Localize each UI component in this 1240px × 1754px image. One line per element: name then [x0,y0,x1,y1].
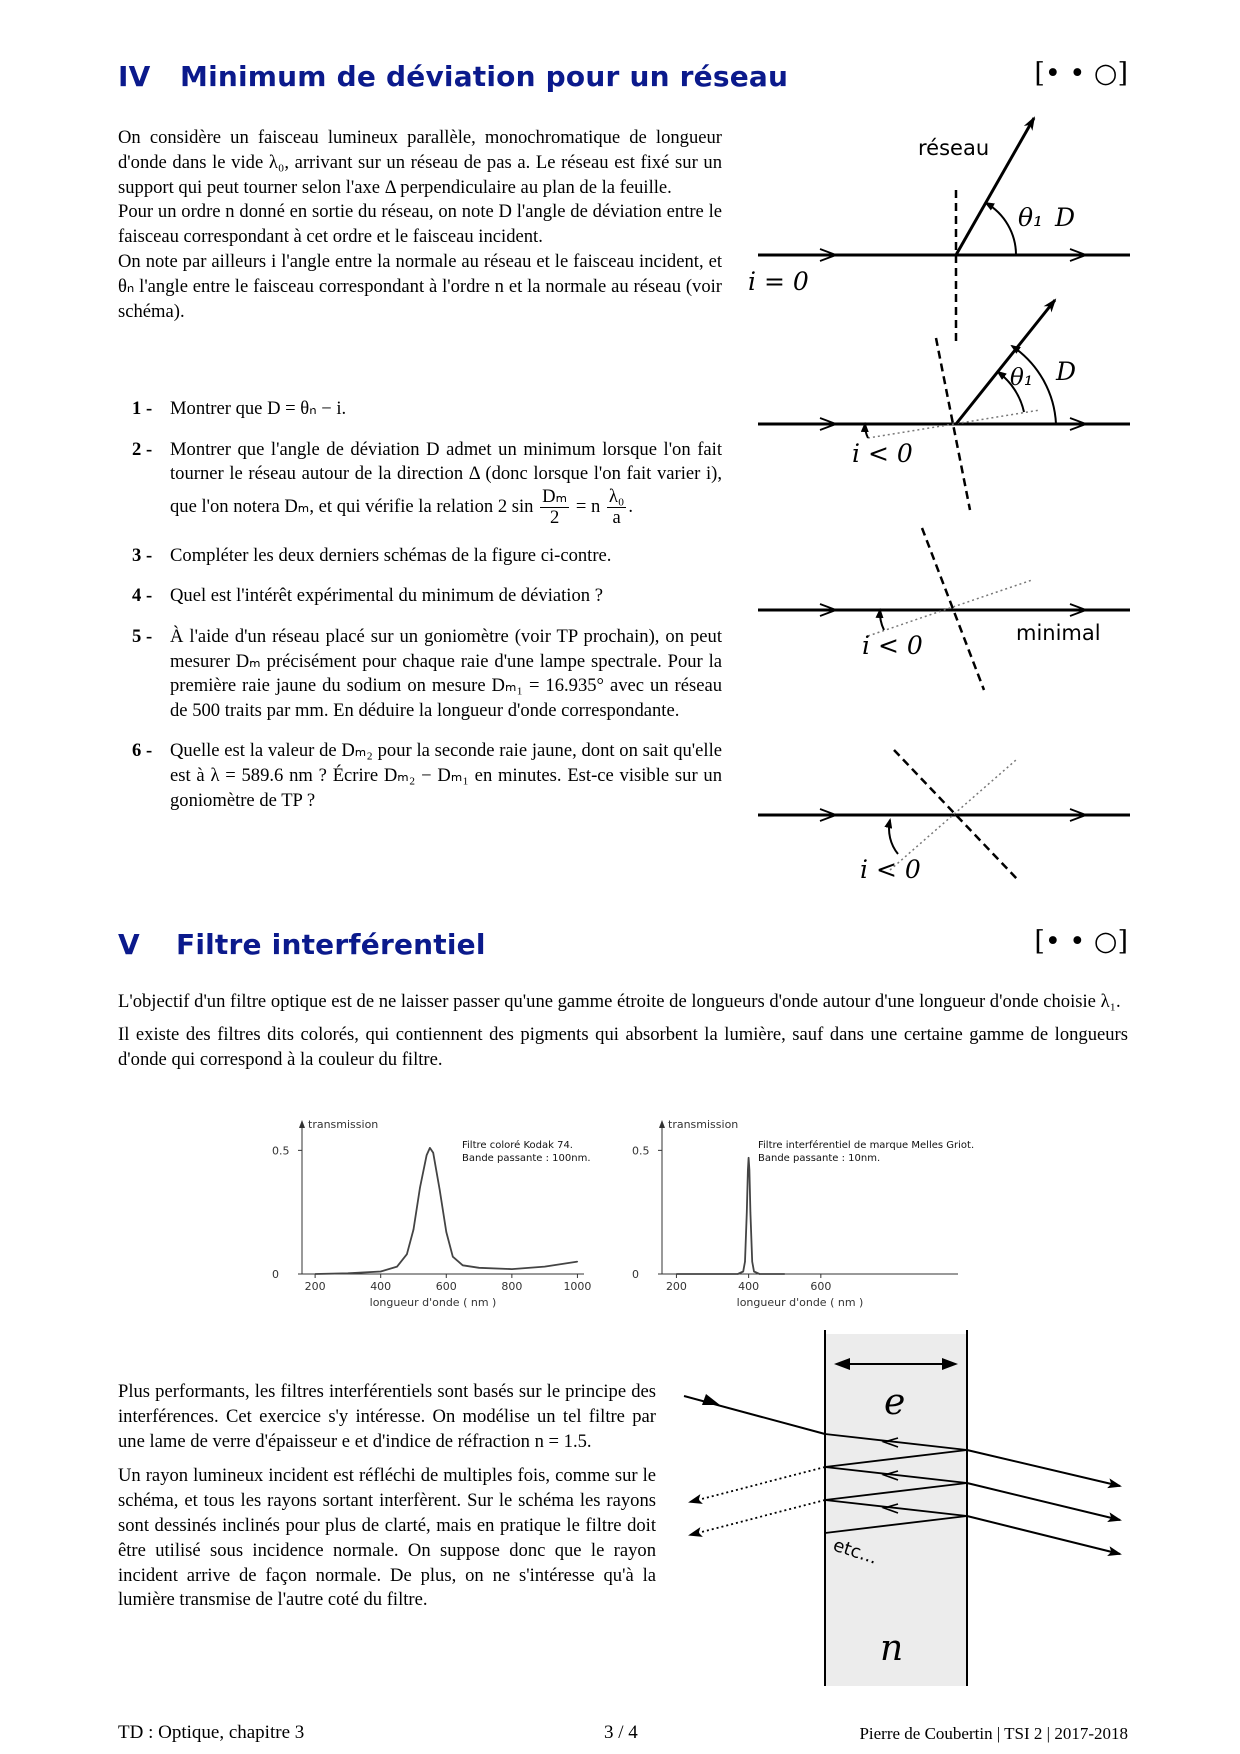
section-v-heading [118,928,486,961]
x-tick-label: 200 [665,1280,687,1293]
x-tick-label: 200 [304,1280,326,1293]
transmitted-ray [967,1450,1120,1486]
denominator: a [612,506,621,528]
question-text: Montrer que l'angle de déviation D admet un minimum lorsque l'on fait tourner le réseau autour de la direction Δ (donc lorsque l'on fait varier i), que l'on notera Dₘ, et qui vérifie la relation [170,438,722,517]
transmitted-ray [967,1516,1120,1554]
data-point [744,1261,745,1262]
x-tick-label: 1000 [563,1280,592,1293]
chart-title: Filtre coloré Kodak 74. [462,1140,573,1151]
incidence-label: i < 0 [860,855,921,884]
data-point [446,1231,447,1232]
data-point [784,1273,785,1274]
body-paragraph: Plus performants, les filtres interférentiels sont basés sur le principe des interférences. Cet exercice s'y intéresse. On modélise un tel filtre par une lame de verre d'épaisseur e et d'indice de réfraction n = 1.5. [118,1381,656,1452]
data-point [511,1268,512,1269]
incidence-angle-arc [880,610,884,630]
data-point [315,1273,316,1274]
reflected-ray [690,1500,825,1535]
chart-title: Filtre interférentiel de marque Melles Griot. [758,1140,975,1151]
incidence-label: i < 0 [862,631,923,660]
grating-label: réseau [918,136,990,160]
theta1-label: θ₁ [1010,365,1034,391]
section-number: IV [118,60,151,93]
section-number: V [118,928,140,961]
x-tick-label: 400 [738,1280,760,1293]
data-point [747,1170,748,1171]
data-point [750,1212,751,1213]
chart-subtitle: Bande passante : 10nm. [758,1153,881,1164]
question-item [132,438,722,528]
data-point [452,1256,453,1257]
footer-left: TD : Optique, chapitre 3 [118,1722,305,1743]
chart-plot-area [632,1118,974,1309]
series-line [676,1158,784,1274]
data-point [478,1267,479,1268]
y-tick-label: 0 [272,1268,279,1281]
section-v-body [118,1380,656,1613]
data-point [426,1155,427,1156]
question-item [132,625,722,723]
data-point [749,1170,750,1171]
footer-right: Pierre de Coubertin | TSI 2 | 2017-2018 [859,1724,1128,1743]
y-axis-label: transmission [308,1118,379,1131]
section-v-intro [118,990,1128,1072]
y-axis-arrow [299,1120,305,1128]
data-point [380,1271,381,1272]
formula-mid: = n [575,495,601,517]
chart-subtitle: Bande passante : 100nm. [462,1153,591,1164]
data-point [439,1189,440,1190]
fraction [540,487,569,528]
data-point [433,1152,434,1153]
thickness-label: e [884,1382,906,1423]
question-text: Quel est l'intérêt expérimental du minimum de déviation ? [170,585,603,607]
x-axis-label: longueur d'onde ( nm ) [736,1296,864,1309]
data-point [406,1254,407,1255]
y-axis-label: transmission [668,1118,739,1131]
panel-large-incidence [758,750,1130,884]
diffracted-beam [956,300,1055,424]
data-point [759,1273,760,1274]
question-number: 3 - [132,544,153,566]
question-text: Quelle est la valeur de Dₘ₂ pour la seconde raie jaune, dont on sait qu'elle est à λ = 589.6 nm ? Écrire Dₘ₂ − Dₘ₁ en minutes. Est-ce visible sur un goniomètre de TP ? [170,740,722,811]
x-tick-label: 600 [435,1280,457,1293]
question-text: À l'aide d'un réseau placé sur un goniomètre (voir TP prochain), on peut mesurer Dₘ précisément pour chaque raie d'une lampe spectrale. Pour la première raie jaune du sodium on mesure Dₘ₁ = 16.935° avec un réseau de 500 traits par mm. En déduire la longueur d'onde correspondante. [170,625,722,721]
data-point [746,1212,747,1213]
data-point [347,1273,348,1274]
question-number: 2 - [132,438,153,460]
question-item [132,584,722,609]
formula-prefix: 2 sin [497,495,534,517]
index-label: n [880,1628,904,1669]
incidence-angle-arc [865,424,868,438]
intro-paragraph: Pour un ordre n donné en sortie du réseau, on note D l'angle de déviation entre le faisceau correspondant à cet ordre et le faisceau incident. [118,201,722,248]
question-number: 4 - [132,585,153,607]
section-title: Filtre interférentiel [176,928,486,961]
data-point [753,1271,754,1272]
grating-deviation-diagram [740,110,1140,900]
minimal-label: minimal [1016,621,1101,645]
question-number: 6 - [132,740,153,762]
interference-filter-diagram [680,1330,1130,1690]
data-point [396,1266,397,1267]
incidence-label: i < 0 [852,439,913,468]
body-paragraph: Un rayon lumineux incident est réfléchi de multiples fois, comme sur le schéma, et tous les rayons sortant interfèrent. Sur le schéma les rayons sont dessinés inclinés pour plus de clarté, mais en pratique le filtre doit être utilisé sous incidence normale. On suppose donc que le rayon incident arrive de façon normale. De plus, on ne s'intéresse qu'à la lumière transmise de l'autre coté du filtre. [118,1465,656,1611]
transmitted-ray [967,1483,1120,1520]
difficulty-rating: [• • ○] [1034,58,1128,89]
theta1-label: θ₁ [1018,203,1044,232]
data-point [737,1273,738,1274]
reflected-ray [690,1467,825,1502]
data-point [752,1261,753,1262]
question-item [132,397,722,422]
normal-line [868,580,1032,636]
data-point [748,1157,749,1158]
chart-plot-area [272,1118,591,1309]
x-tick-label: 400 [370,1280,392,1293]
question-item [132,739,722,813]
data-point [544,1266,545,1267]
intro-paragraph: L'objectif d'un filtre optique est de ne laisser passer qu'une gamme étroite de longueurs d'onde autour d'une longueur d'onde choisie λ₁. [118,991,1121,1012]
question-text: Compléter les deux derniers schémas de la figure ci-contre. [170,544,612,566]
data-point [577,1261,578,1262]
intro-paragraph: On note par ailleurs i l'angle entre la normale au réseau et le faisceau incident, et θₙ l'angle entre le faisceau correspondant à l'ordre n et la normale au réseau (voir schéma). [118,250,722,322]
y-tick-label: 0.5 [632,1144,650,1158]
question-number: 5 - [132,625,153,647]
question-text: Montrer que D = θₙ − i. [170,398,347,419]
data-point [676,1273,677,1274]
y-tick-label: 0 [632,1268,639,1281]
incidence-label: i = 0 [748,267,809,296]
question-list [132,397,722,829]
y-tick-label: 0.5 [272,1144,290,1158]
data-point [429,1147,430,1148]
deviation-label: D [1055,203,1076,232]
x-tick-label: 600 [810,1280,832,1293]
chart-interference-filter [620,1112,980,1322]
fraction [607,487,627,528]
theta-angle-arc [986,203,1016,255]
page-number: 3 / 4 [604,1722,638,1743]
difficulty-rating: [• • ○] [1034,926,1128,957]
panel-normal-incidence [748,118,1130,342]
section-iv-heading [118,60,788,93]
section-title: Minimum de déviation pour un réseau [180,60,789,93]
deviation-label: D [1056,357,1077,386]
chart-colored-filter [262,1112,602,1322]
ray-arrow [702,1394,720,1405]
y-axis-arrow [659,1120,665,1128]
intro-paragraph: Il existe des filtres dits colorés, qui contiennent des pigments qui absorbent la lumière, sauf dans une certaine gamme de longueurs d'onde qui correspond à la couleur du filtre. [118,1023,1128,1070]
series-line [315,1148,577,1274]
numerator: λ₀ [608,485,625,507]
x-axis-label: longueur d'onde ( nm ) [369,1296,497,1309]
data-point [413,1229,414,1230]
denominator: 2 [550,506,560,528]
data-point [743,1271,744,1272]
section-iv-intro [118,126,722,324]
incidence-angle-arc [889,820,898,854]
etc-label: etc... [830,1534,880,1569]
intro-paragraph: On considère un faisceau lumineux parallèle, monochromatique de longueur d'onde dans le vide λ₀, arrivant sur un réseau de pas a. Le réseau est fixé sur un support qui peut tourner selon l'axe Δ perpendiculaire au plan de la feuille. [118,127,722,198]
data-point [419,1187,420,1188]
minimum-deviation-formula: 2 sin $\frac{\text{Dₘ}}{2}$ = n $\frac{\text{λ₀}}{a}$ . [497,485,634,528]
question-item [132,544,722,569]
x-tick-label: 800 [501,1280,523,1293]
panel-minimal-deviation [758,528,1130,690]
panel-oblique-incidence [758,300,1130,510]
numerator: Dₘ [542,485,568,507]
question-number: 1 - [132,398,153,419]
data-point [462,1265,463,1266]
